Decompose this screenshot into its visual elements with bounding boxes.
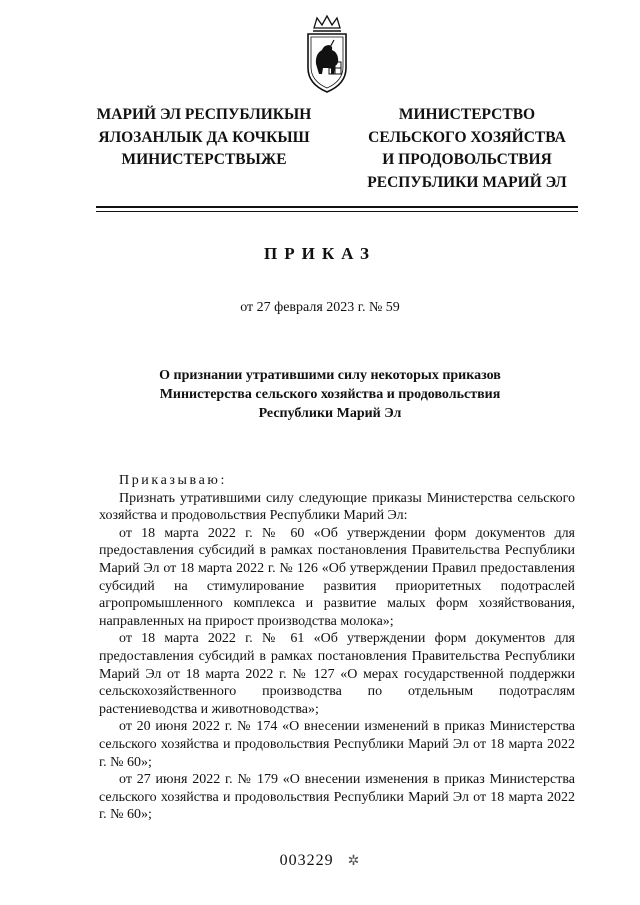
subject-line: Республики Марий Эл [258,406,402,421]
header-left-line: МИНИСТЕРСТВЫЖЕ [121,151,287,168]
serial-number: 003229 [279,852,334,869]
header-divider-thick [96,206,578,208]
subject-line: О признании утратившими силу некоторых приказов [159,368,501,383]
body-paragraph: Признать утратившими силу следующие приказы Министерства сельского хозяйства и продовольствия Республики Марий Эл: [99,490,575,524]
header-left-line: МАРИЙ ЭЛ РЕСПУБЛИКЫН [96,106,312,123]
repealed-order-item: от 27 июня 2022 г. № 179 «О внесении изменения в приказ Министерства сельского хозяйства и продовольствия Республики Марий Эл от 18 марта 2022 г. № 60»; [99,772,575,823]
repealed-order-item: от 18 марта 2022 г. № 61 «Об утверждении форм документов для предоставления субсидий в рамках постановления Правительства Республики Марий Эл от 18 марта 2022 г. № 127 «О мерах государственной поддержки сельскохозяйственного производства по отдельным подотраслям растениеводства и животноводства»; [99,631,575,717]
header-left-line: ЯЛОЗАНЛЫК ДА КОЧКЫШ [98,128,310,146]
document-title: ПРИКАЗ [264,244,376,263]
header-divider-thin [96,211,578,212]
ministry-header-russian [356,104,578,194]
header-right-line: РЕСПУБЛИКИ МАРИЙ ЭЛ [367,173,567,191]
document-date-number: от 27 февраля 2023 г. № 59 [240,300,400,315]
ministry-header-mari [88,104,320,172]
subject-line: Министерства сельского хозяйства и продовольствия [159,387,501,402]
star-mark-icon: ✲ [347,854,361,869]
page-footer [0,852,640,870]
header-right-line: СЕЛЬСКОГО ХОЗЯЙСТВА [368,128,566,146]
header-right-line: МИНИСТЕРСТВО [398,106,536,123]
order-directive: Приказываю: [119,473,227,488]
document-subject [110,366,550,423]
document-body [99,472,575,824]
repealed-order-item: от 20 июня 2022 г. № 174 «О внесении изменений в приказ Министерства сельского хозяйства и продовольствия Республики Марий Эл от 18 марта 2022 г. № 60»; [99,719,575,770]
repealed-order-item: от 18 марта 2022 г. № 60 «Об утверждении форм документов для предоставления субсидий в рамках постановления Правительства Республики Марий Эл от 18 марта 2022 г. № 126 «Об утверждении Правил предоставления субсидий на стимулирование развития приоритетных подотраслей агропромышленного комплекса и развитие малых форм хозяйствования, направленных на прирост производства молока»; [99,525,575,629]
header-right-line: И ПРОДОВОЛЬСТВИЯ [382,151,552,168]
coat-of-arms-emblem [302,14,352,96]
